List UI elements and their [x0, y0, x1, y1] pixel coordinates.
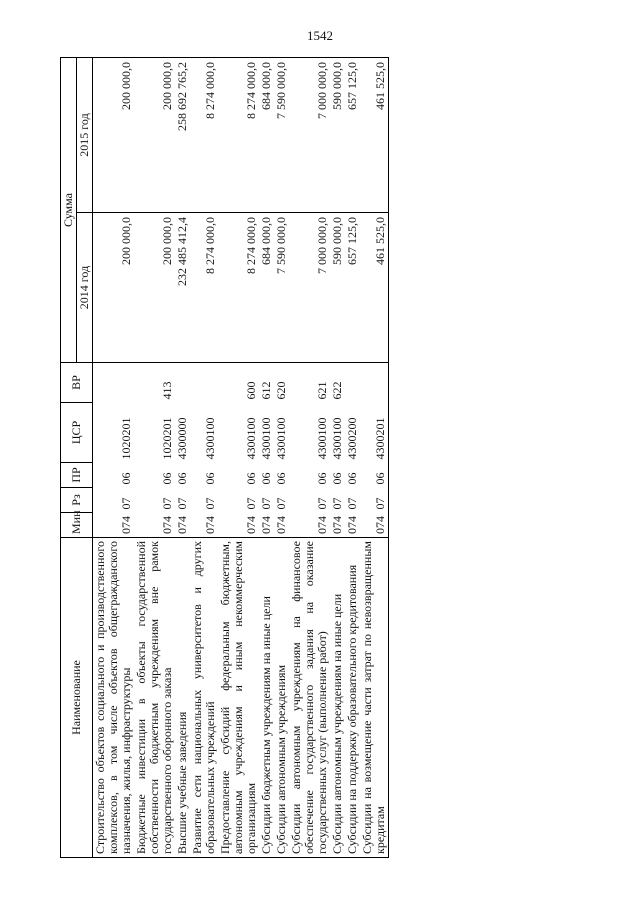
table-body: [93, 57, 389, 857]
table-cell-rz: 07: [315, 497, 329, 510]
table-cell-pr: 06: [259, 472, 273, 485]
table-cell-csr: 4300201: [360, 403, 389, 463]
table-row: [134, 57, 175, 857]
table-cell-2014: 7 000 000,0: [289, 213, 330, 363]
table-cell-name: Субсидии бюджетным учреждениям на иные цели: [259, 538, 274, 858]
table-row: [345, 57, 360, 857]
table-cell-2014: 590 000,0: [330, 213, 345, 363]
table-cell-min: 074: [330, 513, 345, 538]
table-cell-2015: 461 525,0: [360, 57, 389, 212]
table-cell-vr: 612: [259, 363, 274, 403]
table-cell-rz: 07: [274, 497, 288, 510]
table-cell-pr: 06: [119, 472, 133, 485]
table-cell-min: 074: [274, 513, 289, 538]
table-row: [175, 57, 190, 857]
table-cell-vr: [93, 363, 135, 403]
table-cell-2015: 258 692 765,2: [175, 57, 190, 212]
table-cell-min: 074: [345, 513, 360, 538]
table-cell-2014: 684 000,0: [259, 213, 274, 363]
table-cell-min: 074: [289, 513, 330, 538]
table-cell-rz: 07: [175, 497, 189, 510]
header-pr: ПР: [61, 463, 93, 488]
table-cell-rz: 07: [345, 497, 359, 510]
table-cell-vr: 600: [218, 363, 259, 403]
table-cell-csr: 4300100: [315, 417, 329, 460]
table-cell-2014: 8 274 000,0: [218, 213, 259, 363]
table-cell-name: Предоставление субсидий федеральным бюджетным, автономным учреждениям и иным некоммерческим организациям: [218, 538, 259, 858]
header-2015: 2015 год: [77, 57, 93, 212]
table-cell-vr: [345, 363, 360, 403]
table-cell-pr: 06: [160, 472, 174, 485]
table-cell-rz: 07: [244, 497, 258, 510]
rotated-table-container: [60, 58, 595, 858]
table-cell-2014: 200 000,0: [93, 213, 135, 363]
table-cell-pr: 06: [345, 472, 359, 485]
table-row: [274, 57, 289, 857]
table-cell-csr: 4300200: [345, 417, 359, 460]
header-row-top: [61, 57, 77, 857]
table-cell-min: 074: [190, 513, 218, 538]
table-cell-2014: 232 485 412,4: [175, 213, 190, 363]
header-name: Наименование: [61, 538, 93, 858]
table-cell-2014: 7 590 000,0: [274, 213, 289, 363]
table-cell-pr: 06: [315, 472, 329, 485]
table-cell-min: 074: [360, 513, 389, 538]
table-cell-vr: 413: [134, 363, 175, 403]
table-cell-pr: 06: [175, 472, 189, 485]
header-2014: 2014 год: [77, 213, 93, 363]
table-cell-2015: 8 274 000,0: [190, 57, 218, 212]
table-cell-min: 074: [175, 513, 190, 538]
table-cell-vr: 621: [289, 363, 330, 403]
table-cell-csr: 1020201: [119, 417, 133, 460]
table-cell-2015: 200 000,0: [93, 57, 135, 212]
table-cell-csr: 4300100: [244, 417, 258, 460]
table-row: [259, 57, 274, 857]
table-cell-csr: 1020201: [160, 417, 174, 460]
table-cell-name: Субсидии на возмещение части затрат по невозвращенным кредитам: [360, 538, 389, 858]
table-cell-vr: 622: [330, 363, 345, 403]
table-row: [360, 57, 389, 857]
table-cell-csr: 4300100: [274, 417, 288, 460]
table-cell-2014: 461 525,0: [360, 213, 389, 363]
table-cell-2015: 590 000,0: [330, 57, 345, 212]
table-cell-2014: 657 125,0: [345, 213, 360, 363]
table-cell-csr: 4300100: [259, 417, 273, 460]
table-cell-vr: [175, 363, 190, 403]
table-cell-vr: 620: [274, 363, 289, 403]
header-rz: Рз: [61, 488, 93, 513]
table-cell-2015: 657 125,0: [345, 57, 360, 212]
table-cell-name: Субсидии автономным учреждениям на иные цели: [330, 538, 345, 858]
header-vr: ВР: [61, 363, 93, 403]
table-cell-pr: 06: [360, 463, 389, 488]
table-row: [289, 57, 330, 857]
header-sum: Сумма: [61, 57, 77, 362]
table-row: [93, 57, 135, 857]
table-cell-min: 074: [93, 513, 135, 538]
table-cell-rz: 07: [119, 497, 133, 510]
table-cell-name: Субсидии на поддержку образовательного кредитования: [345, 538, 360, 858]
table-cell-rz: 07: [259, 497, 273, 510]
page-number: 1542: [307, 28, 333, 43]
table-cell-rz: 07: [360, 488, 389, 513]
table-cell-vr: [360, 363, 389, 403]
table-cell-csr: 4300100: [330, 417, 344, 460]
table-row: [330, 57, 345, 857]
table-cell-pr: 06: [244, 472, 258, 485]
table-cell-name: Высшие учебные заведения: [175, 538, 190, 858]
table-cell-2015: 8 274 000,0: [218, 57, 259, 212]
table-cell-csr: 4300000: [175, 417, 189, 460]
table-cell-2014: 8 274 000,0: [190, 213, 218, 363]
table-cell-name: Субсидии автономным учреждениям: [274, 538, 289, 858]
table-cell-vr: [190, 363, 218, 403]
table-cell-name: Строительство объектов социального и производственного комплексов, в том числе объектов общегражданского назначения, жилья, инфраструктуры: [93, 538, 135, 858]
table-cell-2015: 200 000,0: [134, 57, 175, 212]
table-cell-pr: 06: [274, 472, 288, 485]
table-cell-rz: 07: [160, 497, 174, 510]
table-cell-pr: 06: [330, 472, 344, 485]
table-cell-2015: 684 000,0: [259, 57, 274, 212]
header-min: Мин: [61, 513, 93, 538]
table-cell-rz: 07: [203, 497, 217, 510]
table-cell-2014: 200 000,0: [134, 213, 175, 363]
header-csr: ЦСР: [61, 403, 93, 463]
table-row: [218, 57, 259, 857]
table-cell-pr: 06: [203, 472, 217, 485]
table-cell-name: Субсидии автономным учреждениям на финансовое обеспечение государственного задания на оказание государственных услуг (выполнение работ): [289, 538, 330, 858]
table-cell-2015: 7 000 000,0: [289, 57, 330, 212]
table-cell-csr: 4300100: [203, 417, 217, 460]
table-cell-name: Развитие сети национальных университетов и других образовательных учреждений: [190, 538, 218, 858]
table-cell-2015: 7 590 000,0: [274, 57, 289, 212]
table-row: [190, 57, 218, 857]
table-cell-min: 074: [259, 513, 274, 538]
budget-table: [60, 57, 389, 858]
table-cell-rz: 07: [330, 497, 344, 510]
table-cell-min: 074: [218, 513, 259, 538]
table-cell-min: 074: [134, 513, 175, 538]
table-cell-name: Бюджетные инвестиции в объекты государственной собственности бюджетным учреждениям вне рамок государственного оборонного заказа: [134, 538, 175, 858]
